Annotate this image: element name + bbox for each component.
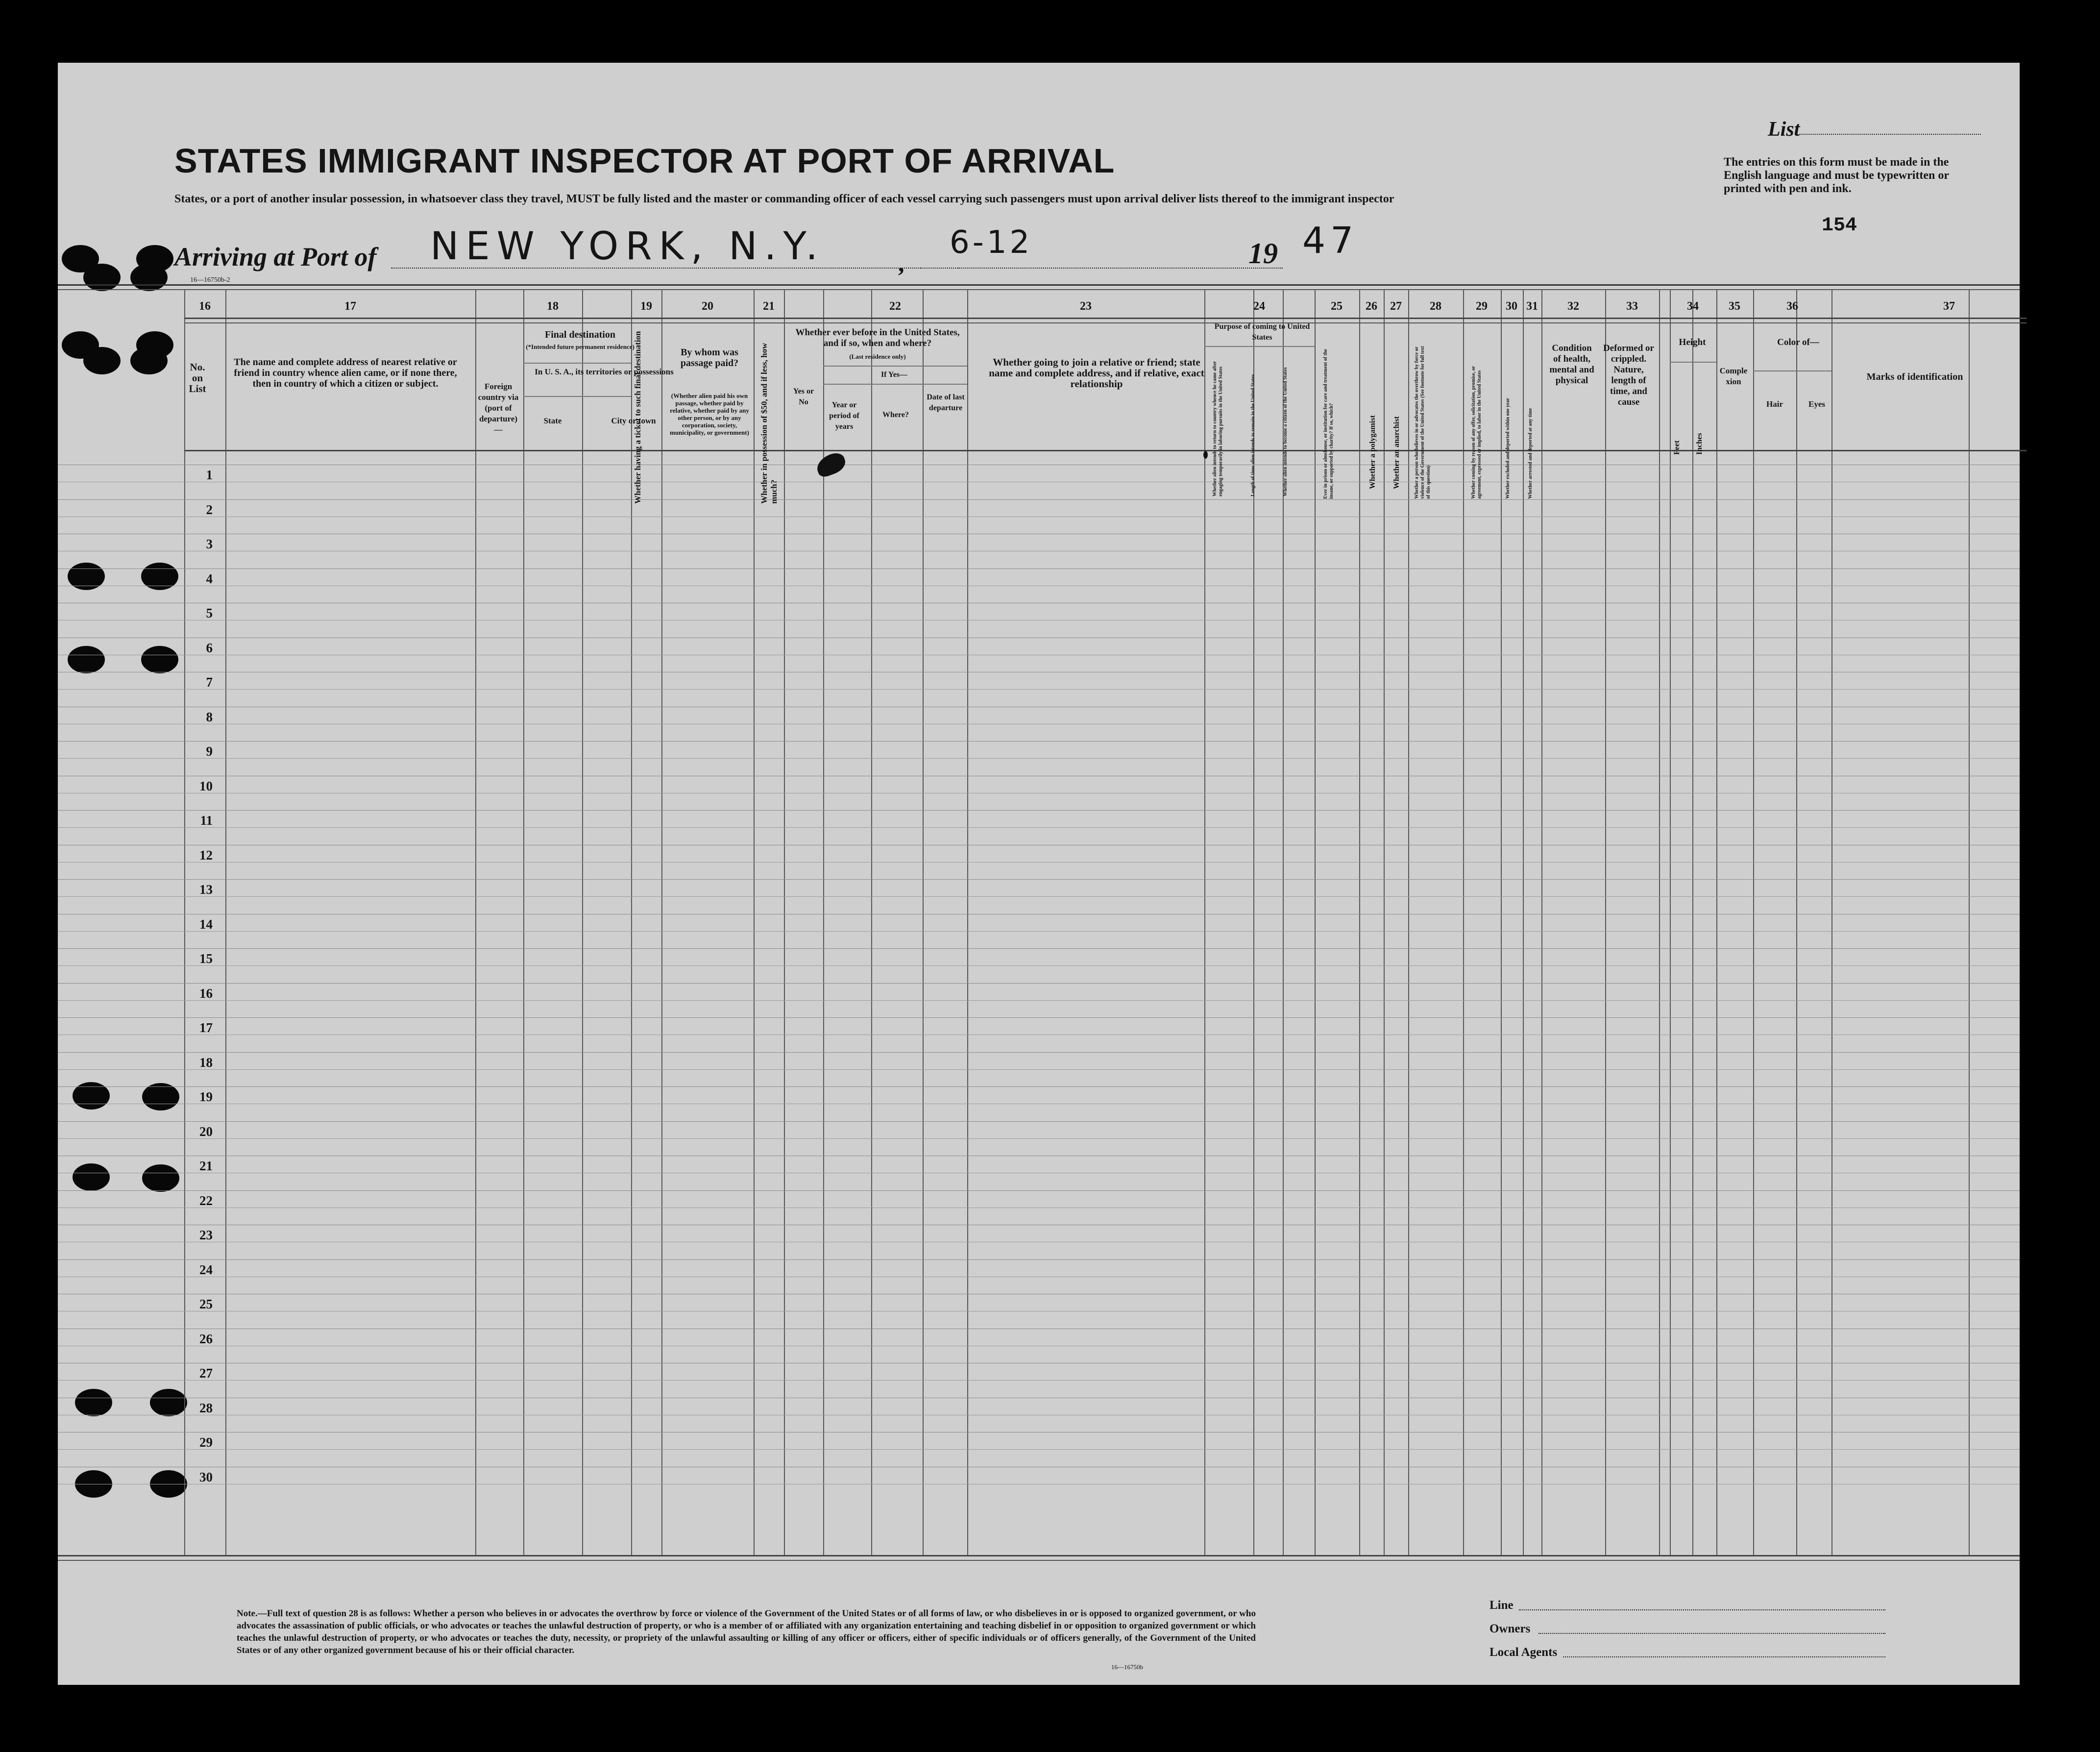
footnote-form-code: 16—16750b [1111, 1663, 1143, 1671]
form-title: STATES IMMIGRANT INSPECTOR AT PORT OF ARRIVAL [174, 142, 1115, 180]
column-number: 19 [640, 300, 652, 313]
row-rule [58, 758, 2020, 759]
col-24-return: Whether alien intends to return to country whence he came after engaging temporarily in laboring pursuits in the United States [1212, 361, 1223, 496]
col-35-header: Complexion [1719, 366, 1748, 386]
row-number: 2 [206, 502, 213, 517]
column-rule [1659, 289, 1660, 1555]
year-value[interactable]: 47 [1302, 220, 1359, 262]
col-34-inches: Inches [1695, 433, 1704, 455]
col-22-where: Where? [882, 411, 909, 419]
col-25-header: Ever in prison or almshouse, or institution for care and treatment of the insane, or supported by charity? If so, which? [1323, 349, 1334, 499]
year-prefix: 19 [1248, 237, 1278, 270]
row-rule [58, 568, 2020, 569]
header-rule [184, 318, 2027, 319]
column-number: 17 [344, 300, 356, 313]
col-19-header: Whether having a ticket to such final destination [633, 331, 642, 504]
row-number: 22 [199, 1193, 213, 1208]
row-number: 9 [206, 744, 213, 759]
col-34-title: Height [1679, 337, 1706, 347]
column-number: 24 [1253, 300, 1265, 313]
col-28-header: Whether a person who believes in or advocates the overthrow by force or violence of the Government of the United States (See footnote for full text of this question) [1414, 346, 1431, 499]
row-number: 11 [200, 813, 213, 828]
sub-header-rule [1670, 362, 1716, 363]
form-instructions: The entries on this form must be made in the English language and must be typewritten or printed with pen and ink. [1724, 156, 1952, 195]
column-number: 22 [889, 300, 901, 313]
local-agents-label: Local Agents [1490, 1646, 1558, 1659]
col-37-header: Marks of identification [1866, 371, 1963, 382]
table-bottom-rule [58, 1560, 2020, 1561]
row-number: 23 [199, 1228, 213, 1242]
list-label: List [1768, 118, 1800, 141]
col-33-header: Deformed or crippled. Nature, length of time, and cause [1603, 343, 1654, 407]
column-rule [582, 289, 583, 1555]
row-number: 13 [199, 882, 213, 897]
col-20-title: By whom was passage paid? [680, 347, 739, 369]
column-rule [967, 289, 968, 1555]
row-rule [58, 499, 2020, 500]
column-number: 37 [1943, 300, 1955, 313]
column-rule [1670, 289, 1671, 1555]
row-rule [58, 948, 2020, 949]
column-number: 18 [547, 300, 559, 313]
col-22-note: (Last residence only) [849, 353, 906, 360]
col-22-date: Date of last departure [927, 393, 965, 412]
separator: , [898, 249, 904, 277]
column-number: 34 [1687, 300, 1699, 313]
row-number: 1 [206, 468, 213, 482]
row-rule [58, 896, 2020, 897]
row-number: 10 [199, 778, 213, 793]
row-rule [58, 1449, 2020, 1450]
row-rule [58, 810, 2020, 811]
column-rule [1716, 289, 1717, 1555]
col-36-title: Color of— [1777, 337, 1819, 347]
sub-header-rule [523, 396, 631, 397]
row-number: 4 [206, 571, 213, 586]
column-number: 28 [1430, 300, 1441, 313]
row-number: 8 [206, 709, 213, 724]
column-rule [823, 289, 824, 1555]
col-34-feet: Feet [1673, 440, 1681, 455]
column-rule [1523, 289, 1524, 1555]
footnote-question-28: Note.—Full text of question 28 is as follows: Whether a person who believes in or advocates the overthrow by force or violence of the Government of the United States or of all forms of law, or who disbelieves in or is opposed to organized government, or who advocates the assassination of public officials, or who advocates or teaches the unlawful destruction of property, or who is a member of or affiliated with any organization entertaining and teaching disbelief in or opposition to organized government or which teaches the unlawful destruction of property, or who advocates or teaches the duty, necessity, or propriety of the unlawful assaulting or killing of any officer or officers, either of specific individuals or of officers generally, of the Government of the United States or of any other organized government because of his or their official character. [237, 1608, 1258, 1655]
column-number: 25 [1331, 300, 1343, 313]
col-22-yes-no: Yes or No [793, 387, 814, 406]
col-27-header: Whether an anarchist [1392, 416, 1401, 489]
column-rule [1501, 289, 1502, 1555]
row-rule [58, 1259, 2020, 1260]
column-rule [1359, 289, 1360, 1555]
column-rule [1463, 289, 1464, 1555]
local-agents-field[interactable] [1563, 1656, 1885, 1657]
column-rule [661, 289, 662, 1555]
column-rule [1204, 289, 1205, 1555]
owners-field[interactable] [1538, 1633, 1885, 1634]
row-number: 29 [199, 1435, 213, 1450]
header-bottom-rule [184, 450, 2027, 451]
column-number: 20 [702, 300, 713, 313]
row-number: 17 [199, 1020, 213, 1035]
sub-header-rule [823, 366, 967, 367]
ink-mark [1203, 451, 1208, 459]
row-number: 20 [199, 1124, 213, 1139]
column-rule [1605, 289, 1606, 1555]
row-number: 25 [199, 1297, 213, 1311]
row-rule [58, 1380, 2020, 1381]
sub-header-rule [1204, 346, 1315, 347]
col-18-city: City or town [611, 416, 656, 425]
column-number: 36 [1786, 300, 1798, 313]
col-26-header: Whether a polygamist [1368, 415, 1377, 489]
column-number: 35 [1729, 300, 1740, 313]
row-rule [58, 965, 2020, 966]
row-number: 7 [206, 675, 213, 690]
row-rule [58, 1121, 2020, 1122]
row-number: 28 [199, 1400, 213, 1415]
column-rule [754, 289, 755, 1555]
col-22-title: Whether ever before in the United States, and if so, when and where? [795, 327, 960, 348]
table-bottom-rule [58, 1555, 2020, 1556]
date-value[interactable]: 6-12 [950, 224, 1033, 261]
manifest-table [58, 63, 2020, 1685]
col-29-header: Whether coming by reason of any offer, solicitation, promise, or agreement, expressed or implied, to labor in the United States [1471, 366, 1482, 499]
column-number: 27 [1390, 300, 1402, 313]
row-rule [58, 689, 2020, 690]
column-rule [225, 289, 226, 1555]
row-number: 24 [199, 1262, 213, 1277]
column-rule [923, 289, 924, 1555]
col-18-state: State [543, 416, 562, 425]
row-number: 3 [206, 537, 213, 551]
row-number: 12 [199, 847, 213, 863]
col-24-title: Purpose of coming to United States [1214, 322, 1310, 342]
row-number: 14 [199, 916, 213, 932]
col-18-note: (*Intended future permanent residence) [526, 343, 635, 350]
column-rule [1969, 289, 1970, 1555]
row-rule [58, 879, 2020, 880]
col-32-header: Condition of health, mental and physical [1549, 343, 1594, 386]
row-rule [58, 983, 2020, 984]
column-rule [871, 289, 872, 1555]
column-rule [523, 289, 524, 1555]
column-number: 21 [763, 300, 775, 313]
col-22-if-yes: If Yes— [880, 370, 908, 379]
column-rule [1796, 289, 1797, 1555]
sub-header-rule [523, 363, 631, 364]
column-rule [475, 289, 476, 1555]
col-18-title: Final destination [545, 329, 615, 340]
row-rule [58, 1190, 2020, 1191]
col-30-header: Whether excluded and deported within one year [1505, 398, 1511, 499]
column-number: 23 [1080, 300, 1092, 313]
column-rule [1692, 289, 1693, 1555]
row-number: 26 [199, 1331, 213, 1346]
form-subtitle: States, or a port of another insular possession, in whatsoever class they travel, MUST be fully listed and the master or commanding officer of each vessel carrying such passengers must upon arrival deliver lists thereof to the immigrant inspector [174, 193, 1394, 205]
line-label: Line [1490, 1599, 1514, 1612]
column-number: 16 [199, 300, 211, 313]
col-24-length: Length of time alien intends to remain in the United States [1250, 374, 1256, 496]
col-18-foreign: Foreign country via (port of departure)— [478, 382, 519, 434]
column-number: 32 [1567, 300, 1579, 313]
row-rule [58, 1052, 2020, 1053]
col-24-citizen: Whether alien intends to become a citizen of the United States [1283, 367, 1288, 496]
column-rule [1408, 289, 1409, 1555]
col-16-header: No. on List [189, 361, 206, 395]
row-rule [58, 1138, 2020, 1139]
col-18-usa: In U. S. A., its territories or possessions [535, 367, 674, 376]
row-rule [58, 1086, 2020, 1087]
owners-label: Owners [1490, 1622, 1531, 1635]
column-number: 30 [1506, 300, 1517, 313]
row-rule [58, 1000, 2020, 1001]
col-36-hair: Hair [1766, 399, 1783, 409]
column-rule [1753, 289, 1754, 1555]
row-number: 30 [199, 1469, 213, 1484]
row-number: 21 [199, 1159, 213, 1173]
column-number: 31 [1526, 300, 1538, 313]
col-23-header: Whether going to join a relative or friend; state name and complete address, and if relative, exact relationship [989, 356, 1204, 390]
col-36-eyes: Eyes [1808, 399, 1825, 409]
col-21-header: Whether in possession of $50, and if less, how much? [759, 343, 779, 504]
column-number: 26 [1366, 300, 1377, 313]
manifest-sheet [58, 63, 2020, 1685]
column-rule [1315, 289, 1316, 1555]
column-rule [1831, 289, 1832, 1555]
arriving-port-label: Arriving at Port of [174, 242, 377, 271]
row-number: 27 [199, 1366, 213, 1381]
header-rule [184, 322, 2027, 323]
row-number: 18 [199, 1055, 213, 1070]
row-number: 6 [206, 640, 213, 655]
sub-header-rule [823, 384, 967, 385]
row-number: 5 [206, 606, 213, 620]
column-number: 33 [1626, 300, 1638, 313]
form-code: 16—16750b-2 [190, 276, 230, 284]
port-value[interactable]: NEW YORK, N.Y. [430, 224, 825, 269]
col-20-note: (Whether alien paid his own passage, whether paid by relative, whether paid by any other person, or by any corporation, society, municipality, or government) [670, 392, 749, 436]
column-rule [1541, 289, 1542, 1555]
row-number: 19 [199, 1089, 213, 1104]
col-31-header: Whether arrested and deported at any time [1528, 408, 1533, 499]
col-17-header: The name and complete address of nearest relative or friend in country whence alien came, or if none there, then in country of which a citizen or subject. [234, 357, 457, 389]
line-field[interactable] [1519, 1609, 1885, 1610]
column-rule [631, 289, 632, 1555]
column-number: 29 [1476, 300, 1488, 313]
column-rule [1384, 289, 1385, 1555]
sub-header-rule [1753, 370, 1831, 371]
row-rule [58, 1069, 2020, 1070]
column-rule [784, 289, 785, 1555]
col-22-years: Year or period of years [829, 401, 859, 431]
row-number: 16 [199, 986, 213, 1001]
row-number: 15 [199, 951, 213, 966]
row-rule [58, 931, 2020, 932]
row-rule [58, 862, 2020, 863]
row-rule [58, 827, 2020, 828]
page-number: 154 [1822, 215, 1857, 237]
row-rule [58, 1017, 2020, 1018]
